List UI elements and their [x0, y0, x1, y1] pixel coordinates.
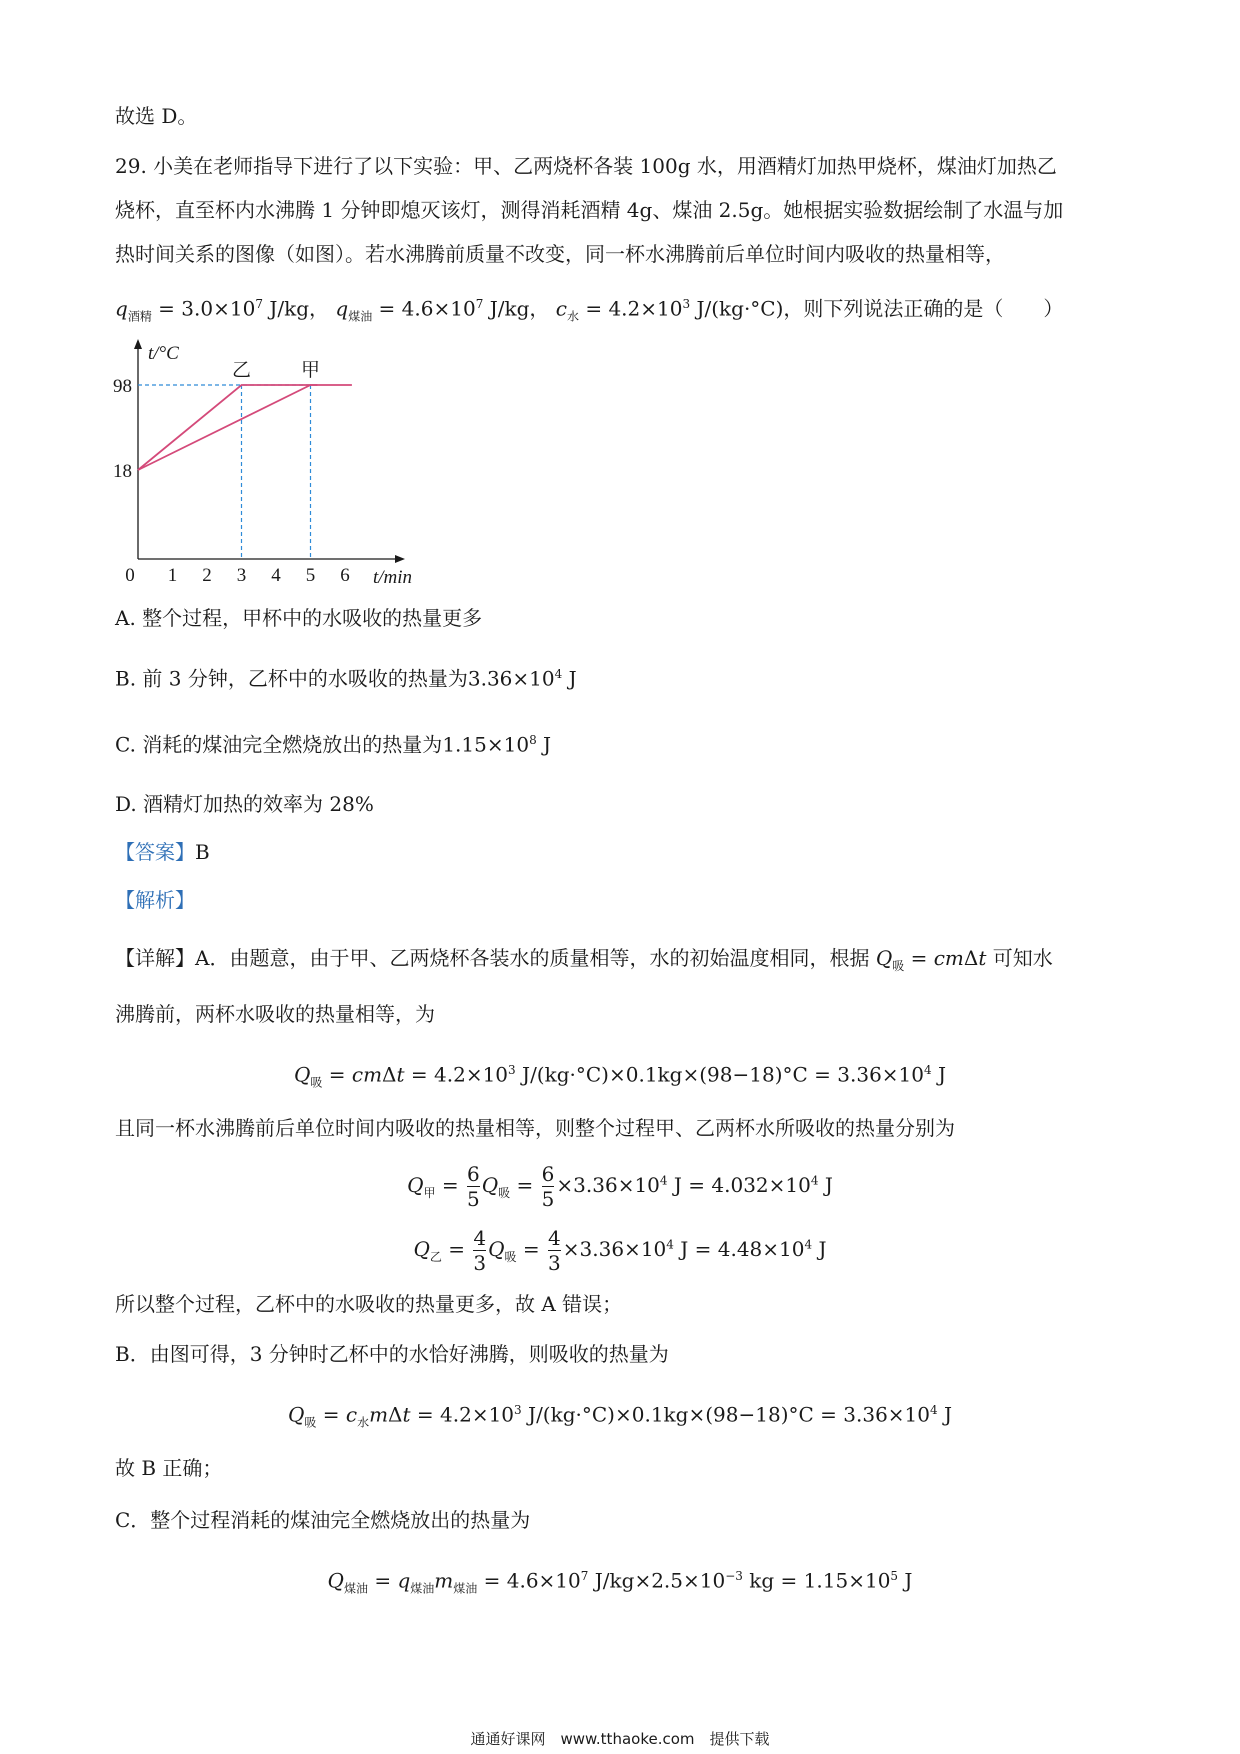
option-c-text: 消耗的煤油完全燃烧放出的热量为 — [142, 732, 443, 757]
option-b-exp: 4 — [554, 667, 563, 681]
x-tick-label-0: 0 — [125, 565, 135, 586]
x-tick-label-3: 3 — [236, 565, 247, 586]
detail-tag: 【详解】 — [115, 946, 195, 970]
series-line-1 — [138, 385, 352, 470]
question-number: 29. — [115, 154, 147, 178]
footer: 通通好课网 www.tthaoke.com 提供下载 — [470, 1730, 770, 1748]
series-label-0: 乙 — [231, 360, 252, 381]
option-d-text: 酒精灯加热的效率为 28% — [143, 792, 374, 816]
analysis-tag: 【解析】 — [115, 888, 195, 912]
equation-b: $Q_吸 = c_水m\Delta t = 4.2\times 10^3$ $J/(kg\cdot^\circ C)\times 0.1kg\times(98-18)^\circ C = 3.36\times 10^4$ J — [287, 1402, 953, 1430]
answer-tag: 【答案】 — [115, 840, 195, 864]
temperature-time-chart — [95, 335, 425, 595]
y-tick-label-18: 18 — [113, 461, 132, 482]
option-d — [115, 790, 374, 818]
x-tick-label-4: 4 — [271, 565, 281, 586]
detail-line-7: C．整个过程消耗的煤油完全燃烧放出的热量为 — [115, 1508, 531, 1532]
option-b — [115, 660, 577, 693]
detail-line-2: 沸腾前，两杯水吸收的热量相等，为 — [115, 1002, 435, 1026]
y-axis-arrow — [134, 339, 142, 349]
x-tick-label-6: 6 — [340, 565, 350, 586]
detail-text-1-suffix: 可知水 — [992, 946, 1053, 970]
option-b-letter: B. — [115, 666, 137, 691]
option-c-unit: J — [536, 732, 552, 757]
y-tick-label-98: 98 — [113, 376, 132, 397]
equation-q-jia: $Q_甲$ = $\frac{6}{5}$ $Q_吸$ = $\frac{6}{5}$ $\times 3.36\times 10^4$ $J = 4.032\times 10^4$ J — [407, 1162, 833, 1211]
question-suffix: ，则下列说法正确的是（ ） — [783, 296, 1064, 321]
question-text-1: 小美在老师指导下进行了以下实验：甲、乙两烧杯各装 100g 水，用酒精灯加热甲烧杯，煤油灯加热乙 — [153, 154, 1057, 178]
detail-line-1: 【详解】A．由题意，由于甲、乙两烧杯各装水的质量相等，水的初始温度相同，根据 $Q_吸 = cm\Delta t$ 可知水 — [115, 946, 1053, 973]
option-c-exp: 8 — [529, 733, 537, 747]
option-b-math: 3.36×10 — [467, 666, 555, 691]
equation-c: $Q_{煤油} = q_{煤油}m_{煤油} = 4.6\times 10^7$ $J/kg\times 2.5\times 10^{-3}$ kg = $1.15\times 10^5$ J — [327, 1568, 913, 1596]
option-b-unit: J — [562, 666, 577, 691]
y-axis-label: t/°C — [148, 343, 179, 364]
question-line-1 — [115, 152, 1057, 180]
x-tick-label-2: 2 — [202, 565, 212, 586]
equation-q-yi: $Q_乙$ = $\frac{4}{3}$ $Q_吸$ = $\frac{4}{3}$ $\times 3.36\times 10^4$ $J = 4.48\times 10^4$ J — [413, 1226, 827, 1275]
answer-line — [115, 838, 210, 866]
detail-line-5: B．由图可得，3 分钟时乙杯中的水恰好沸腾，则吸收的热量为 — [115, 1342, 669, 1366]
x-tick-label-5: 5 — [305, 565, 316, 586]
x-tick-label-1: 1 — [167, 565, 178, 586]
series-label-1: 甲 — [300, 360, 321, 381]
answer-value: B — [195, 840, 210, 864]
detail-text-1: A．由题意，由于甲、乙两烧杯各装水的质量相等，水的初始温度相同，根据 — [195, 946, 870, 970]
detail-line-4: 所以整个过程，乙杯中的水吸收的热量更多，故 A 错误； — [115, 1292, 623, 1316]
equation-q-absorbed: $Q_吸 = cm\Delta t = 4.2\times 10^3$ $J/(kg\cdot^\circ C)\times 0.1kg\times(98-18)^\circ C = 3.36\times 10^4$ J — [293, 1062, 947, 1090]
option-c — [115, 726, 551, 759]
question-constants: $q_{酒精} = 3.0\times 10^7$ J/kg， $q_{煤油} = 4.6\times 10^7$ J/kg， $c_水 = 4.2\times 10^3$ J/(kg·°C)，则下列说法正确的是（ ） — [115, 296, 1064, 324]
option-a-letter: A. — [115, 606, 136, 630]
question-line-2: 烧杯，直至杯内水沸腾 1 分钟即熄灭该灯，测得消耗酒精 4g、煤油 2.5g。她根据实验数据绘制了水温与加 — [115, 198, 1064, 222]
detail-line-3: 且同一杯水沸腾前后单位时间内吸收的热量相等，则整个过程甲、乙两杯水所吸收的热量分别为 — [115, 1116, 955, 1140]
x-axis-label: t/min — [373, 567, 413, 588]
option-a — [115, 604, 482, 632]
option-d-letter: D. — [115, 792, 137, 816]
option-c-math: 1.15×10 — [442, 732, 530, 757]
option-a-text: 整个过程，甲杯中的水吸收的热量更多 — [142, 606, 483, 630]
x-axis-arrow — [395, 555, 405, 563]
option-b-text: 前 3 分钟，乙杯中的水吸收的热量为 — [142, 666, 468, 691]
detail-line-6: 故 B 正确； — [115, 1456, 223, 1480]
option-c-letter: C. — [115, 732, 136, 757]
question-line-3: 热时间关系的图像（如图）。若水沸腾前质量不改变，同一杯水沸腾前后单位时间内吸收的热量相等， — [115, 242, 1005, 266]
intro-line: 故选 D。 — [115, 104, 198, 128]
